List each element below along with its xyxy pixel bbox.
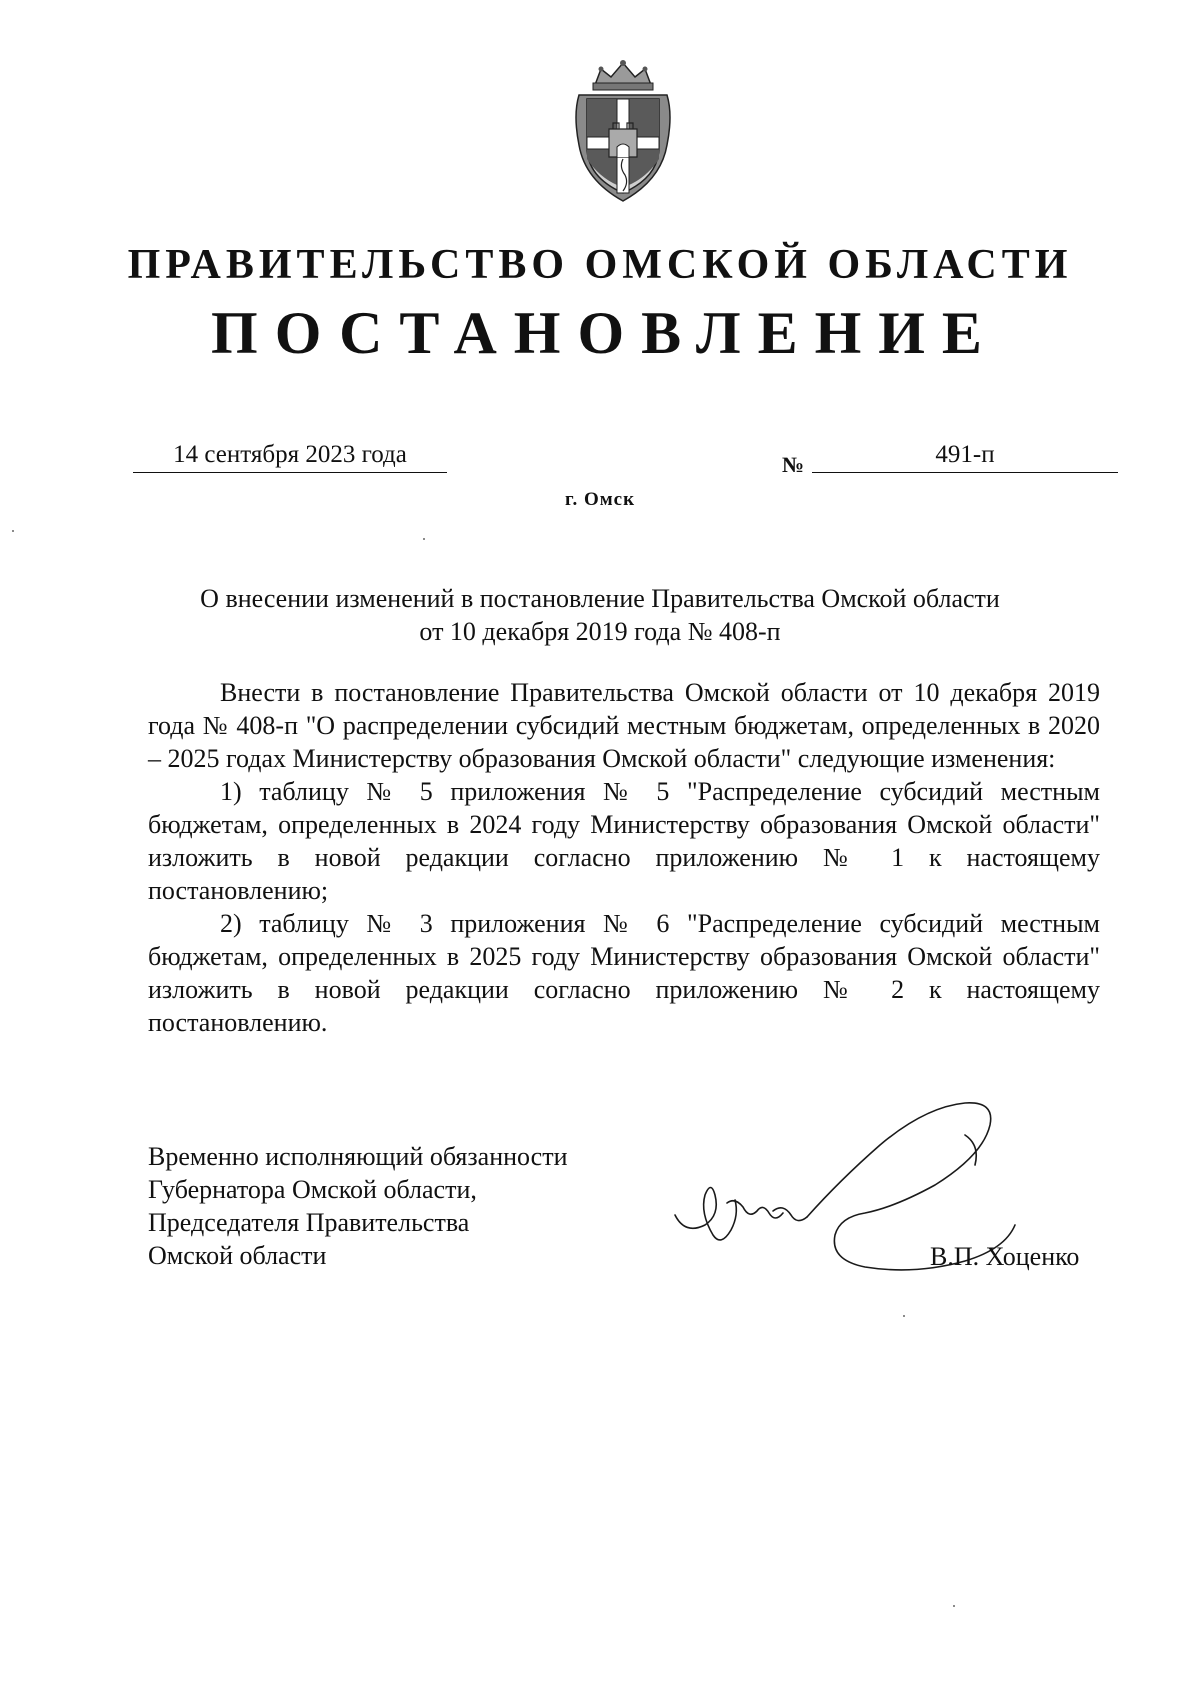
signatory-position-line: Омской области bbox=[148, 1241, 327, 1270]
signatory-position bbox=[148, 1140, 568, 1272]
document-number: 491-п bbox=[812, 440, 1118, 473]
scan-speck bbox=[903, 1315, 905, 1317]
scan-speck bbox=[12, 530, 14, 532]
document-number-label: № bbox=[782, 452, 805, 477]
body-paragraph: 1) таблицу № 5 приложения № 5 "Распределение субсидий местным бюджетам, определенных в 2024 году Министерству образования Омской области" изложить в новой редакции согласно приложению № 1 к настоящему постановлению; bbox=[148, 777, 1100, 905]
signatory-position-line: Временно исполняющий обязанности bbox=[148, 1142, 568, 1171]
body-paragraph: Внести в постановление Правительства Омской области от 10 декабря 2019 года № 408-п "О распределении субсидий местным бюджетам, определенных в 2020 – 2025 годах Министерству образования Омской области" следующие изменения: bbox=[148, 678, 1100, 773]
subject-line: от 10 декабря 2019 года № 408-п bbox=[419, 617, 781, 646]
signatory-position-line: Председателя Правительства bbox=[148, 1208, 470, 1237]
signatory-name: В.П. Хоценко bbox=[930, 1242, 1080, 1271]
signatory-position-line: Губернатора Омской области, bbox=[148, 1175, 477, 1204]
subject-line: О внесении изменений в постановление Правительства Омской области bbox=[200, 584, 1000, 613]
document-subject bbox=[150, 582, 1050, 648]
body-paragraph: 2) таблицу № 3 приложения № 6 "Распределение субсидий местным бюджетам, определенных в 2025 году Министерству образования Омской области" изложить в новой редакции согласно приложению № 2 к настоящему постановлению. bbox=[148, 909, 1100, 1037]
document-type-heading: ПОСТАНОВЛЕНИЕ bbox=[211, 300, 999, 366]
coat-of-arms-icon bbox=[565, 55, 681, 205]
issuing-city: г. Омск bbox=[564, 489, 636, 510]
scan-speck bbox=[423, 538, 425, 540]
document-date: 14 сентября 2023 года bbox=[133, 440, 447, 473]
scan-speck bbox=[953, 1605, 955, 1607]
organization-title: ПРАВИТЕЛЬСТВО ОМСКОЙ ОБЛАСТИ bbox=[127, 242, 1073, 288]
document-body bbox=[148, 676, 1100, 1039]
